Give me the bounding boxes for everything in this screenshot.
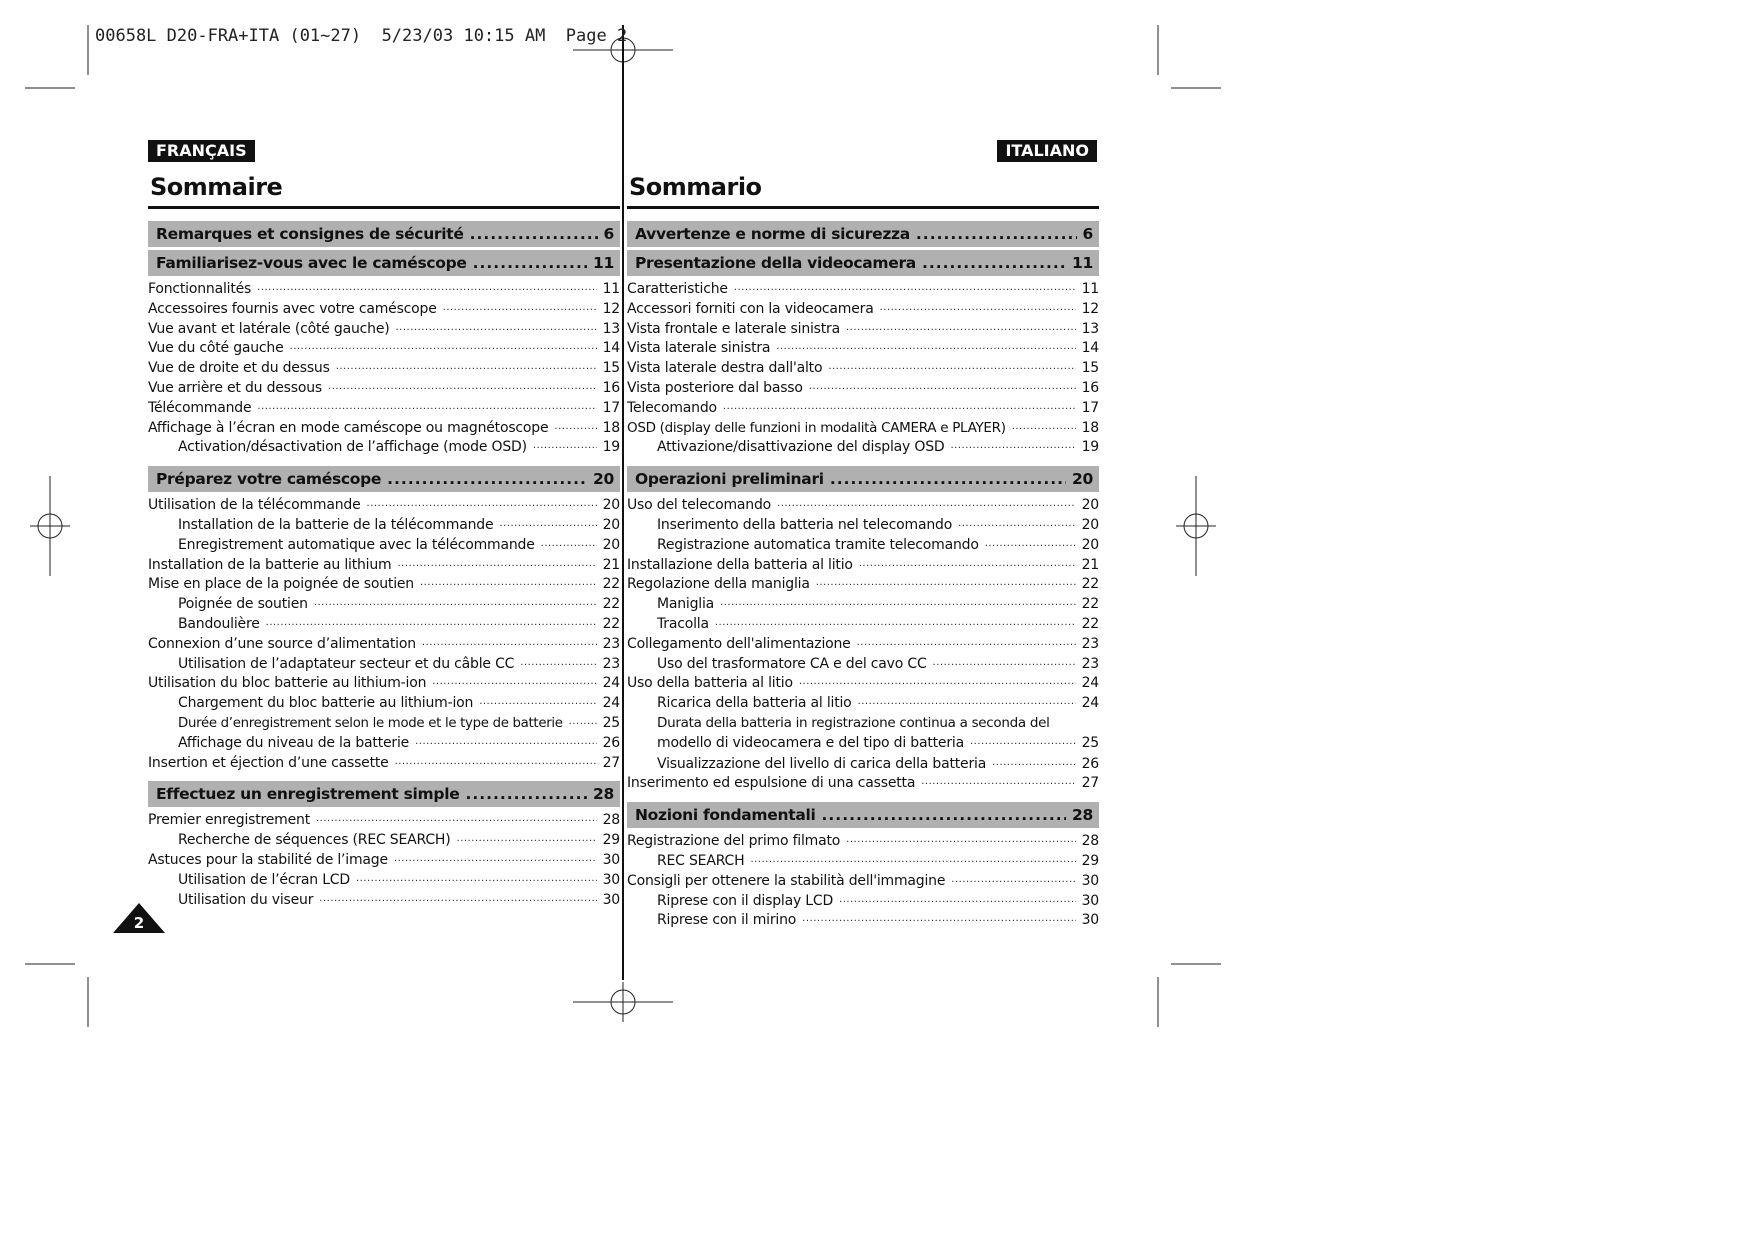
toc-entry[interactable]: Telecomando ····· 17: [627, 399, 1099, 419]
toc-entry[interactable]: Connexion d’une source d’alimentation ····· 23: [148, 635, 620, 655]
toc-entry[interactable]: Fonctionnalités ····· 11: [148, 280, 620, 300]
toc-subentry[interactable]: Registrazione automatica tramite telecomando ····· 20: [627, 536, 1099, 556]
toc-entry[interactable]: Regolazione della maniglia ····· 22: [627, 575, 1099, 595]
toc-section[interactable]: Avvertenze e norme di sicurezza ..... 6: [627, 221, 1099, 247]
toc-subentry[interactable]: Visualizzazione del livello di carica della batteria ····· 26: [627, 755, 1099, 775]
toc-entry[interactable]: Consigli per ottenere la stabilità dell'immagine ····· 30: [627, 872, 1099, 892]
toc-entry[interactable]: Vista posteriore dal basso ····· 16: [627, 379, 1099, 399]
toc-section[interactable]: Remarques et consignes de sécurité ..... 6: [148, 221, 620, 247]
toc-subentry[interactable]: Durée d’enregistrement selon le mode et le type de batterie ····· 25: [148, 714, 620, 734]
toc-subentry[interactable]: Durata della batteria in registrazione continua a seconda del modello di videocamera e del tipo di batteria ····· 25: [627, 714, 1099, 755]
toc-subentry[interactable]: Affichage du niveau de la batterie ····· 26: [148, 734, 620, 754]
toc-subentry[interactable]: Riprese con il mirino ····· 30: [627, 911, 1099, 931]
toc-french: [148, 140, 620, 918]
language-badge: FRANÇAIS: [148, 140, 255, 162]
toc-subentry[interactable]: REC SEARCH ····· 29: [627, 852, 1099, 872]
toc-subentry[interactable]: Ricarica della batteria al litio ····· 24: [627, 694, 1099, 714]
toc-section[interactable]: Préparez votre caméscope ..... 20: [148, 466, 620, 492]
toc-entry[interactable]: Vista laterale destra dall'alto ····· 15: [627, 359, 1099, 379]
toc-subentry[interactable]: Tracolla ····· 22: [627, 615, 1099, 635]
toc-subentry[interactable]: Activation/désactivation de l’affichage (mode OSD) ····· 19: [148, 438, 620, 458]
toc-entry[interactable]: Accessori forniti con la videocamera ····· 12: [627, 300, 1099, 320]
toc-entry[interactable]: Installazione della batteria al litio ····· 21: [627, 556, 1099, 576]
toc-italian: [627, 140, 1099, 939]
toc-entry[interactable]: Affichage à l’écran en mode caméscope ou magnétoscope ····· 18: [148, 419, 620, 439]
toc-entry[interactable]: Uso della batteria al litio ····· 24: [627, 674, 1099, 694]
toc-entry[interactable]: Utilisation de la télécommande ····· 20: [148, 496, 620, 516]
toc-section[interactable]: Presentazione della videocamera ..... 11: [627, 250, 1099, 276]
toc-section[interactable]: Familiarisez-vous avec le caméscope ..... 11: [148, 250, 620, 276]
toc-entry[interactable]: Utilisation du bloc batterie au lithium-ion ····· 24: [148, 674, 620, 694]
toc-subentry[interactable]: Uso del trasformatore CA e del cavo CC ····· 23: [627, 655, 1099, 675]
toc-subentry[interactable]: Enregistrement automatique avec la télécommande ····· 20: [148, 536, 620, 556]
toc-entry[interactable]: Vue avant et latérale (côté gauche) ····· 13: [148, 320, 620, 340]
toc-entry[interactable]: Vue arrière et du dessous ····· 16: [148, 379, 620, 399]
page-number: 2: [133, 914, 145, 932]
toc-subentry[interactable]: Attivazione/disattivazione del display OSD ····· 19: [627, 438, 1099, 458]
toc-subentry[interactable]: Poignée de soutien ····· 22: [148, 595, 620, 615]
toc-entry[interactable]: Télécommande ····· 17: [148, 399, 620, 419]
page-title: Sommario: [629, 173, 762, 201]
toc-entry[interactable]: Collegamento dell'alimentazione ····· 23: [627, 635, 1099, 655]
toc-entry[interactable]: OSD (display delle funzioni in modalità CAMERA e PLAYER) ····· 18: [627, 419, 1099, 439]
toc-entry[interactable]: Vista frontale e laterale sinistra ····· 13: [627, 320, 1099, 340]
page-title: Sommaire: [150, 173, 283, 201]
toc-entry[interactable]: Inserimento ed espulsione di una cassetta ····· 27: [627, 774, 1099, 794]
toc-subentry[interactable]: Riprese con il display LCD ····· 30: [627, 892, 1099, 912]
toc-entry[interactable]: Mise en place de la poignée de soutien ····· 22: [148, 575, 620, 595]
toc-entry[interactable]: Caratteristiche ····· 11: [627, 280, 1099, 300]
toc-subentry[interactable]: Utilisation de l’écran LCD ····· 30: [148, 871, 620, 891]
toc-entry[interactable]: Astuces pour la stabilité de l’image ····· 30: [148, 851, 620, 871]
toc-entry[interactable]: Vue du côté gauche ····· 14: [148, 339, 620, 359]
toc-subentry[interactable]: Inserimento della batteria nel telecomando ····· 20: [627, 516, 1099, 536]
toc-entry[interactable]: Uso del telecomando ····· 20: [627, 496, 1099, 516]
toc-entry[interactable]: Insertion et éjection d’une cassette ····· 27: [148, 754, 620, 774]
language-badge: ITALIANO: [997, 140, 1097, 162]
toc-entry[interactable]: Accessoires fournis avec votre caméscope ····· 12: [148, 300, 620, 320]
toc-section[interactable]: Effectuez un enregistrement simple ..... 28: [148, 781, 620, 807]
toc-subentry[interactable]: Utilisation de l’adaptateur secteur et du câble CC ····· 23: [148, 655, 620, 675]
toc-entry[interactable]: Installation de la batterie au lithium ····· 21: [148, 556, 620, 576]
toc-section[interactable]: Nozioni fondamentali ..... 28: [627, 802, 1099, 828]
toc-entry[interactable]: Vista laterale sinistra ····· 14: [627, 339, 1099, 359]
toc-entry[interactable]: Premier enregistrement ····· 28: [148, 811, 620, 831]
toc-entry[interactable]: Registrazione del primo filmato ····· 28: [627, 832, 1099, 852]
toc-subentry[interactable]: Chargement du bloc batterie au lithium-ion ····· 24: [148, 694, 620, 714]
toc-section[interactable]: Operazioni preliminari ..... 20: [627, 466, 1099, 492]
toc-subentry[interactable]: Maniglia ····· 22: [627, 595, 1099, 615]
toc-subentry[interactable]: Installation de la batterie de la télécommande ····· 20: [148, 516, 620, 536]
toc-subentry[interactable]: Bandoulière ····· 22: [148, 615, 620, 635]
title-rule: [148, 206, 620, 209]
title-rule: [627, 206, 1099, 209]
toc-subentry[interactable]: Utilisation du viseur ····· 30: [148, 891, 620, 911]
toc-subentry[interactable]: Recherche de séquences (REC SEARCH) ····· 29: [148, 831, 620, 851]
toc-entry[interactable]: Vue de droite et du dessus ····· 15: [148, 359, 620, 379]
print-slug: 00658L D20-FRA+ITA (01~27) 5/23/03 10:15 AM Page 2: [95, 26, 628, 46]
